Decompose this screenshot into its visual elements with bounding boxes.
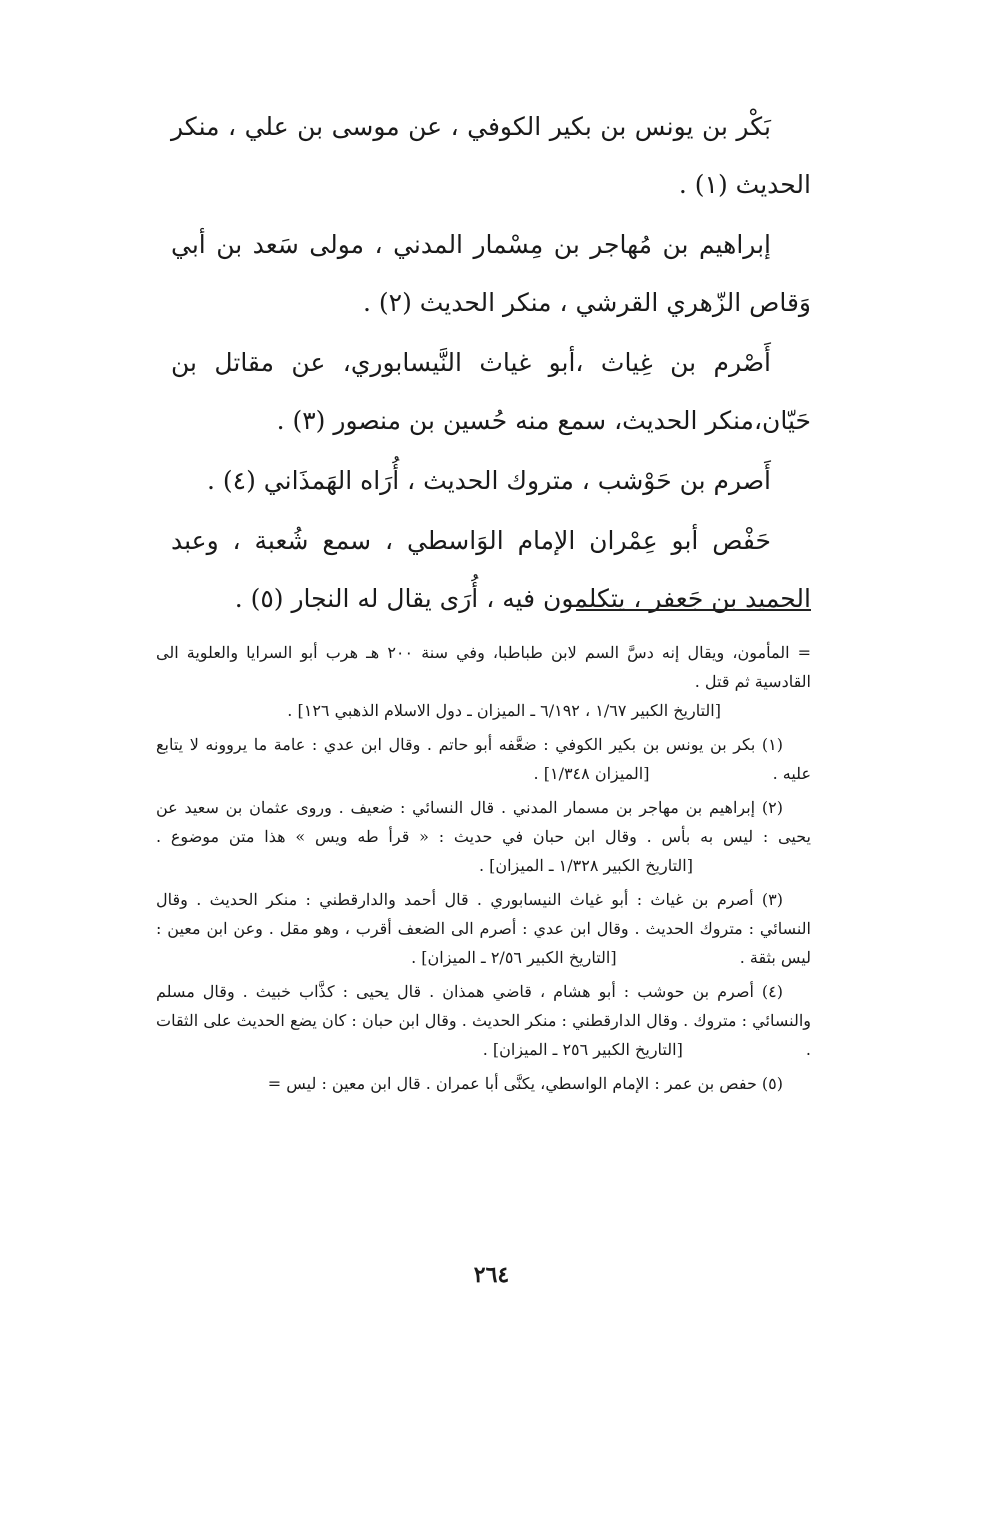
footnote-1-source: [الميزان ١/٣٤٨] . bbox=[533, 764, 650, 783]
entry-ibrahim-ibn-muhajir: إبراهيم بن مُهاجر بن مِسْمار المدني ، مولى سَعد بن أبي وَقاص الزّهري القرشي ، منكر الحديث (٢) . bbox=[171, 230, 811, 317]
footnote-4-source: [التاريخ الكبير ٢٥٦ ـ الميزان] . bbox=[482, 1040, 683, 1059]
entry-hafs-abu-imran: حَفْص أبو عِمْران الإمام الوَاسطي ، سمع شُعبة ، وعبد الحميد بن جَعفر ، يتكلمون فيه ، أُرَى يقال له النجار (٥) . bbox=[171, 526, 811, 613]
footnote-5 bbox=[156, 1069, 811, 1098]
footnote-1 bbox=[156, 730, 811, 788]
entry-bakr-ibn-yunus: بَكْر بن يونس بن بكير الكوفي ، عن موسى بن علي ، منكر الحديث (١) . bbox=[171, 112, 811, 199]
footnote-4 bbox=[156, 977, 811, 1064]
footnote-continuation-text: = المأمون، ويقال إنه دسَّ السم لابن طباطبا، وفي سنة ٢٠٠ هـ هرب أبو السرايا والعلوية الى القادسية ثم قتل . bbox=[156, 643, 811, 691]
footnote-continuation-source: [التاريخ الكبير ١/٦٧ ، ٦/١٩٢ ـ الميزان ـ دول الاسلام الذهبي ١٢٦] . bbox=[287, 701, 721, 720]
footnote-divider bbox=[576, 609, 811, 611]
footnote-3-source: [التاريخ الكبير ٢/٥٦ ـ الميزان] . bbox=[411, 948, 617, 967]
footnote-3-text: (٣) أصرم بن غياث : أبو غياث النيسابوري . قال أحمد والدارقطني : منكر الحديث . وقال النسائي : متروك الحديث . وقال ابن عدي : أصرم الى الضعف أقرب ، وهو مقل . وعن ابن معين : ليس بثقة . bbox=[156, 890, 811, 967]
main-text-body bbox=[171, 98, 811, 628]
footnote-4-text: (٤) أصرم بن حوشب : أبو هشام ، قاضي همذان . قال يحيى : كذَّاب خبيث . وقال مسلم والنسائي : متروك . وقال الدارقطني : منكر الحديث . وقال ابن حبان : كان يضع الحديث على الثقات . bbox=[156, 982, 811, 1059]
entry-asram-ibn-hawshab: أَصرم بن حَوْشب ، متروك الحديث ، أُرَاه الهَمذَاني (٤) . bbox=[206, 466, 771, 495]
footnote-2-text: (٢) إبراهيم بن مهاجر بن مسمار المدني . قال النسائي : ضعيف . وروى عثمان بن سعيد عن يحيى : ليس به بأس . وقال ابن حبان في حديث : « قرأ طه ويس » هذا متن موضوع . bbox=[156, 798, 812, 846]
page-number: ٢٦٤ bbox=[473, 1262, 510, 1288]
footnote-5-text: (٥) حفص بن عمر : الإمام الواسطي، يكنَّى أبا عمران . قال ابن معين : ليس = bbox=[267, 1074, 783, 1093]
footnote-2-source: [التاريخ الكبير ١/٣٢٨ ـ الميزان] . bbox=[478, 856, 693, 875]
footnote-1-text: (١) بكر بن يونس بن بكير الكوفي : ضعَّفه أبو حاتم . وقال ابن عدي : عامة ما يروونه لا يتابع عليه . bbox=[156, 735, 811, 783]
footnote-continuation bbox=[156, 638, 811, 725]
footnotes-section bbox=[156, 638, 811, 1103]
entry-asram-ibn-ghiyath: أَصْرم بن غِياث ،أبو غياث النَّيسابوري، عن مقاتل بن حَيّان،منكر الحديث، سمع منه حُسين بن منصور (٣) . bbox=[171, 348, 811, 435]
footnote-2 bbox=[156, 793, 811, 880]
footnote-3 bbox=[156, 885, 811, 972]
